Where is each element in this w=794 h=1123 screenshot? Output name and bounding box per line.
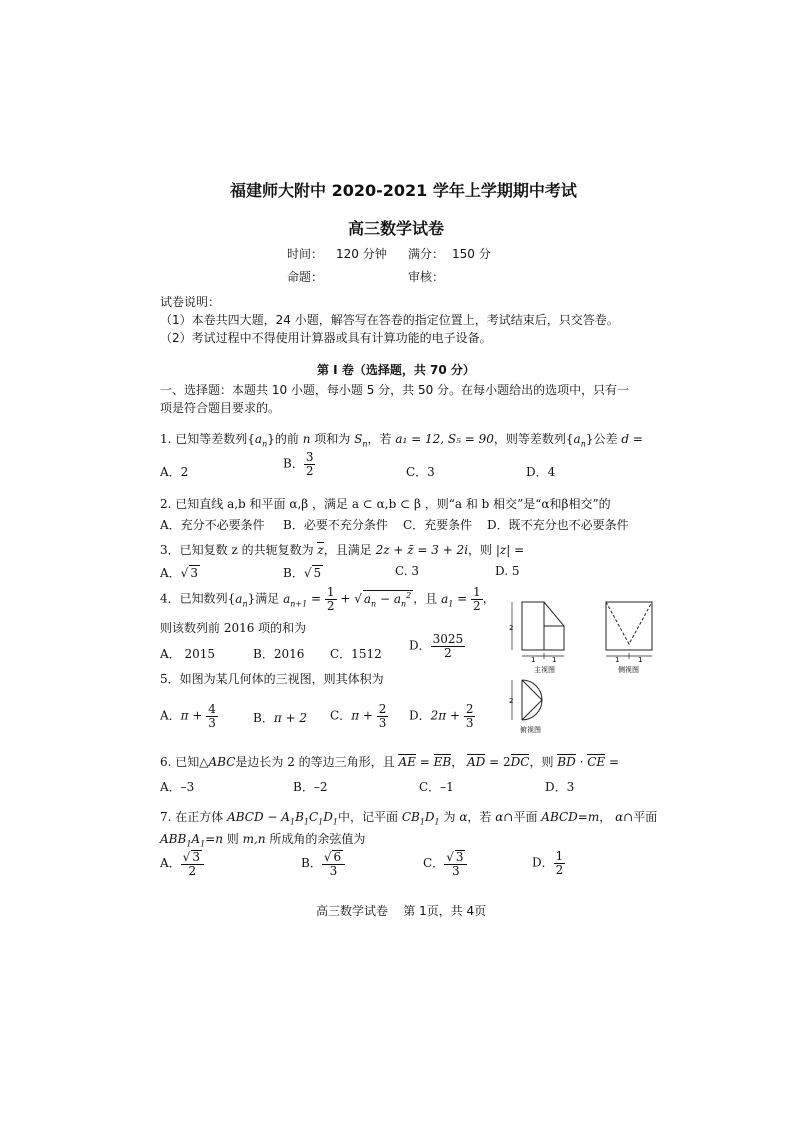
q6-option-d[interactable]: D．3 bbox=[545, 780, 575, 794]
q3-option-b[interactable]: B．√ 5 bbox=[283, 566, 322, 580]
question-2: 2. 已知直线 a,b 和平面 α,β ，满足 a ⊂ α,b ⊂ β ，则“a 和 b 相交”是“α和β相交”的 bbox=[160, 497, 611, 511]
q6-option-c[interactable]: C．–1 bbox=[419, 780, 454, 794]
q4-option-d[interactable]: D． $\frac{3025}{2}$ bbox=[409, 632, 464, 660]
three-view-figure bbox=[500, 596, 670, 746]
q7-option-c[interactable]: C． $\frac{√ 3}{3}$ bbox=[423, 850, 467, 877]
q2-option-a[interactable]: A．充分不必要条件 bbox=[160, 518, 265, 532]
score-label: 满分： bbox=[408, 247, 445, 261]
q5-option-d[interactable]: D．2π + $\frac{2}{3}$ bbox=[409, 702, 474, 730]
review-label: 审核： bbox=[408, 270, 445, 284]
part1-heading: 第 I 卷（选择题，共 70 分） bbox=[317, 363, 475, 377]
q1-option-c[interactable]: C．3 bbox=[406, 465, 435, 479]
q7-option-a[interactable]: A． $\frac{√ 3}{2}$ bbox=[160, 850, 204, 877]
question-4-line2: 则该数列前 2016 项的和为 bbox=[160, 621, 307, 635]
front-dim-2: 2 bbox=[509, 624, 514, 632]
instruction-item-1: （1）本卷共四大题，24 小题，解答写在答卷的指定位置上，考试结束后，只交答卷。 bbox=[160, 313, 619, 327]
front-view-label: 主视图 bbox=[534, 666, 555, 674]
author-label: 命题： bbox=[287, 270, 324, 284]
instructions-heading: 试卷说明： bbox=[160, 295, 221, 309]
q6-option-a[interactable]: A．–3 bbox=[160, 780, 195, 794]
section-instructions-line1: 一、选择题：本题共 10 小题，每小题 5 分，共 50 分。在每小题给出的选项中，只有一 bbox=[160, 383, 630, 397]
score-value: 150 分 bbox=[452, 247, 491, 261]
section-instructions-line2: 项是符合题目要求的。 bbox=[160, 401, 281, 415]
question-7-line2: $ABB_1A_1=n$ 则 m,n 所成角的余弦值为 bbox=[160, 832, 366, 849]
q3-option-c[interactable]: C. 3 bbox=[395, 564, 420, 578]
question-1: 1. 已知等差数列$\{a_n\}$的前 n 项和为 $S_n$，若 a₁ = 12, S₅ = 90，则等差数列$\{a_n\}$公差 d = bbox=[160, 432, 643, 449]
q4-option-c[interactable]: C．1512 bbox=[330, 647, 382, 661]
q1-option-b[interactable]: B． $\frac{3}{2}$ bbox=[283, 450, 314, 478]
top-dim-2: 2 bbox=[509, 697, 514, 705]
side-view bbox=[606, 602, 652, 659]
question-7-line1: 7. 在正方体 ABCD − $A_1B_1C_1D_1$中，记平面 $CB_1D_1$ 为 α，若 α∩平面 ABCD=m， α∩平面 bbox=[160, 810, 658, 827]
q2-option-c[interactable]: C．充要条件 bbox=[403, 518, 473, 532]
q4-option-b[interactable]: B．2016 bbox=[253, 647, 305, 661]
question-6: 6. 已知△ABC是边长为 2 的等边三角形，且 AE = EB， AD = 2DC，则 BD · CE = bbox=[160, 755, 620, 769]
q7-option-d[interactable]: D． $\frac{1}{2}$ bbox=[532, 849, 564, 877]
q1-option-a[interactable]: A．2 bbox=[160, 465, 189, 479]
time-label: 时间： bbox=[287, 247, 324, 261]
q5-option-c[interactable]: C．π + $\frac{2}{3}$ bbox=[330, 702, 387, 730]
page-footer: 高三数学试卷 第 1页，共 4页 bbox=[316, 904, 487, 918]
side-view-label: 侧视图 bbox=[618, 666, 639, 674]
front-dim-1b: 1 bbox=[552, 656, 557, 664]
question-5: 5．如图为某几何体的三视图，则其体积为 bbox=[160, 672, 384, 686]
top-view-label: 俯视图 bbox=[520, 726, 541, 734]
front-dim-1a: 1 bbox=[531, 656, 536, 664]
time-value: 120 分钟 bbox=[336, 247, 387, 261]
exam-title: 福建师大附中 2020-2021 学年上学期期中考试 bbox=[230, 181, 577, 200]
question-3: 3．已知复数 z 的共轭复数为 z，且满足 2z + z̄ = 3 + 2i，则 |z| = bbox=[160, 543, 525, 557]
q7-option-b[interactable]: B． $\frac{√ 6}{3}$ bbox=[301, 850, 345, 877]
q3-option-a[interactable]: A．√ 3 bbox=[160, 566, 198, 580]
q6-option-b[interactable]: B．–2 bbox=[293, 780, 328, 794]
q2-option-d[interactable]: D．既不充分也不必要条件 bbox=[487, 518, 629, 532]
q4-option-a[interactable]: A． 2015 bbox=[160, 647, 216, 661]
side-dim-1b: 1 bbox=[638, 656, 643, 664]
q5-option-a[interactable]: A．π + $\frac{4}{3}$ bbox=[160, 702, 216, 730]
q1-option-d[interactable]: D．4 bbox=[526, 465, 556, 479]
front-view bbox=[512, 602, 564, 659]
q2-option-b[interactable]: B．必要不充分条件 bbox=[283, 518, 388, 532]
side-dim-1a: 1 bbox=[615, 656, 620, 664]
q5-option-b[interactable]: B．π + 2 bbox=[253, 711, 308, 725]
top-view bbox=[512, 680, 542, 720]
exam-subtitle: 高三数学试卷 bbox=[348, 219, 445, 238]
question-4: 4．已知数列$\{a_n\}$满足 $a_{n+1}$ = $\frac{1}{2}$ + √ $a_n - a_n^2$ ，且 $a_1$ = $\frac{1}{2}$ ， bbox=[160, 585, 495, 613]
instruction-item-2: （2）考试过程中不得使用计算器或具有计算功能的电子设备。 bbox=[160, 331, 492, 345]
q3-option-d[interactable]: D. 5 bbox=[495, 564, 520, 578]
